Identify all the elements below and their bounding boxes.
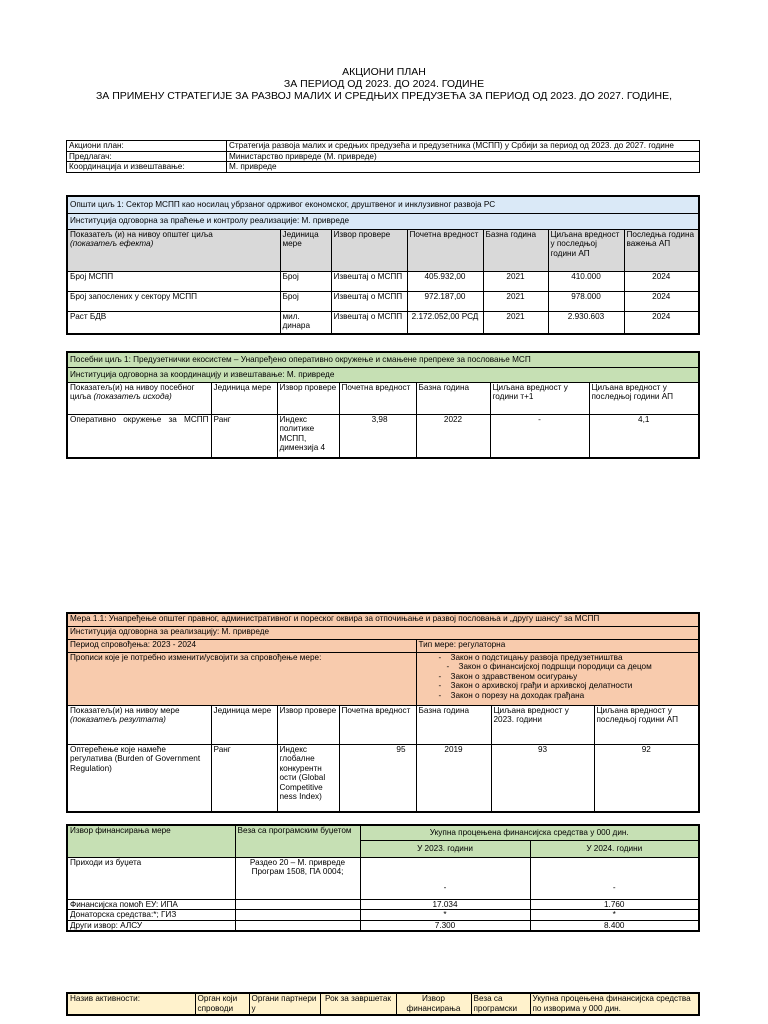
table-row: Број запослених у сектору МСПП Број Извештај о МСПП 972.187,00 2021 978.000 2024 <box>67 291 699 311</box>
general-goal-table <box>66 195 700 335</box>
col-base-year: Базна година <box>483 229 548 271</box>
law-item: - Закон о подстицању развоја предузетништва <box>439 653 697 663</box>
general-goal-title: Општи циљ 1: Сектор МСПП као носилац убрзаног одрживог економског, друштвеног и инклузивног развоја РС <box>67 196 699 213</box>
measure-type: Тип мере: регулаторна <box>416 639 699 652</box>
table-row: Финансијска помоћ ЕУ: ИПА 17.034 1.760 <box>67 899 699 910</box>
header-period: ЗА ПЕРИОД ОД 2023. ДО 2024. ГОДИНЕ <box>283 78 485 90</box>
info-row-plan <box>67 141 700 152</box>
info-label: Предлагач: <box>67 151 227 162</box>
col-implementing-body: Орган који спроводи <box>195 993 249 1015</box>
measure-period: Период спровођења: 2023 - 2024 <box>67 639 416 652</box>
measure-header-row <box>67 705 699 744</box>
table-row: Други извор: АЛСУ 7.300 8.400 <box>67 920 699 931</box>
col-source: Извор провере <box>277 705 339 744</box>
col-base-year: Базна година <box>416 382 490 414</box>
info-value: Министарство привреде (М. привреде) <box>227 151 700 162</box>
col-unit: Јединица мере <box>211 382 277 414</box>
document-header <box>0 66 768 102</box>
col-funding-source: Извор финансирања мере <box>67 825 235 857</box>
specific-goal-table <box>66 351 700 459</box>
col-indicator-type: (показатељ исхода) <box>93 392 172 402</box>
col-total-funds: Укупна процењена финансијска средства у 000 дин. <box>360 825 699 840</box>
info-row-proposer <box>67 151 700 162</box>
col-target-last: Циљана вредност у последњој години АП <box>594 705 699 744</box>
law-item: - Закон о порезу на доходак грађана <box>439 691 697 701</box>
col-budget-link: Веза са програмским буџетом <box>235 825 360 857</box>
col-initial: Почетна вредност <box>339 705 416 744</box>
measure-institution: Институција одговорна за реализацију: М. привреде <box>67 626 699 639</box>
col-activity-name: Назив активности: <box>67 993 195 1015</box>
table-row: Донаторска средства:*; ГИЗ * * <box>67 910 699 921</box>
col-indicator: Показатељ(и) на нивоу посебног циља (показатељ исхода) <box>67 382 211 414</box>
col-partner-bodies: Органи партнери у <box>249 993 320 1015</box>
col-base-year: Базна година <box>416 705 491 744</box>
col-total-funds: Укупна процењена финансијска средства по изворима у 000 дин. <box>530 993 699 1015</box>
info-value: Стратегија развоја малих и средњих предузећа и предузетника (МСПП) у Србији за период од 2023. до 2027. године <box>227 141 700 152</box>
table-row: Број МСПП Број Извештај о МСПП 405.932,00 2021 410.000 2024 <box>67 271 699 291</box>
general-goal-institution: Институција одговорна за праћење и контролу реализације: М. привреде <box>67 213 699 229</box>
info-label: Акциони план: <box>67 141 227 152</box>
specific-goal-header-row <box>67 382 699 414</box>
law-item: - Закон о здравственом осигурању <box>439 672 697 682</box>
finance-header-row <box>67 825 699 840</box>
col-indicator-type: (показатељ резултата) <box>70 715 166 725</box>
header-strategy: ЗА ПРИМЕНУ СТРАТЕГИЈЕ ЗА РАЗВОЈ МАЛИХ И СРЕДЊИХ ПРЕДУЗЕЋА ЗА ПЕРИОД ОД 2023. ДО 2027. ГОДИНЕ, <box>95 90 673 102</box>
finance-table <box>66 824 700 932</box>
col-unit: Јединица мере <box>211 705 277 744</box>
col-source: Извор провере <box>277 382 339 414</box>
info-label: Координација и извештавање: <box>67 162 227 173</box>
table-row: Оперативно окружење за МСПП Ранг Индекс политике МСПП, димензија 4 3,98 2022 - 4,1 <box>67 414 699 458</box>
header-title: АКЦИОНИ ПЛАН <box>342 66 426 78</box>
col-deadline: Рок за завршетак <box>320 993 396 1015</box>
col-target-last: Циљана вредност у последњој години АП <box>589 382 699 414</box>
measure-table <box>66 612 700 813</box>
col-initial: Почетна вредност <box>339 382 416 414</box>
col-year-2024: У 2024. години <box>530 840 699 857</box>
col-unit: Јединица мере <box>280 229 331 271</box>
table-row: Раст БДВ мил. динара Извештај о МСПП 2.172.052,00 РСД 2021 2.930.603 2024 <box>67 311 699 334</box>
law-item: - Закон о архивској грађи и архивској делатности <box>439 681 697 691</box>
col-program-link: Веза са програмски <box>471 993 530 1015</box>
col-indicator: Показатељ(и) на нивоу мере (показатељ резултата) <box>67 705 211 744</box>
measure-laws-label: Прописи које је потребно изменити/усвојити за спровођење мере: <box>67 652 416 705</box>
activities-table <box>66 992 700 1016</box>
col-year-2023: У 2023. години <box>360 840 530 857</box>
col-last-year: Последња година важења АП <box>624 229 699 271</box>
info-value: М. привреде <box>227 162 700 173</box>
col-initial: Почетна вредност <box>407 229 483 271</box>
specific-goal-institution: Институција одговорна за координацију и извештавање: М. привреде <box>67 367 699 382</box>
table-row: Оптерећење које намеће регулатива (Burden of Government Regulation) Ранг Индекс глобалне конкурентн ости (Global Competitive ness Index) 95 2019 93 92 <box>67 744 699 812</box>
col-indicator-type: (показатељ ефекта) <box>70 239 154 249</box>
col-funding-source: Извор финансирања <box>396 993 471 1015</box>
table-row: Приходи из буџета Раздео 20 – М. привреде Програм 1508, ПА 0004; - - <box>67 857 699 899</box>
col-target-2023: Циљана вредност у 2023. години <box>491 705 594 744</box>
law-item: - Закон о финансијској подршци породици са децом <box>439 662 697 672</box>
col-indicator: Показатељ (и) на нивоу општег циља (показатељ ефекта) <box>67 229 280 271</box>
info-table <box>66 140 700 173</box>
col-source: Извор провере <box>331 229 407 271</box>
activities-header-row <box>67 993 699 1015</box>
info-row-coordination <box>67 162 700 173</box>
measure-title: Мера 1.1: Унапређење општег правног, административног и пореског оквира за отпочињање и развој пословања и „другу шансу“ за МСПП <box>67 613 699 626</box>
col-target: Циљана вредност у последњој години АП <box>548 229 624 271</box>
col-target-t1: Циљана вредност у години т+1 <box>490 382 589 414</box>
measure-laws <box>416 652 699 705</box>
general-goal-header-row <box>67 229 699 271</box>
specific-goal-title: Посебни циљ 1: Предузетнички екосистем – Унапређено оперативно окружење и смањене препреке за пословање МСП <box>67 352 699 367</box>
